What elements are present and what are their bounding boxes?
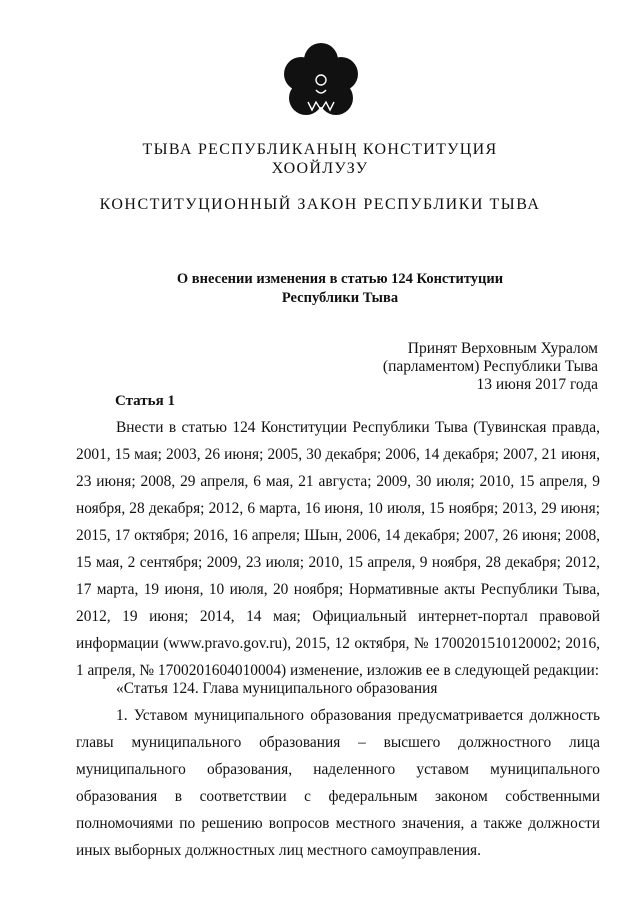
document-title-line-2: Республики Тыва [281, 290, 399, 306]
adoption-note [383, 340, 598, 394]
body-paragraph-2: «Статья 124. Глава муниципального образования [116, 680, 438, 697]
adoption-line-2: (парламентом) Республики Тыва [382, 358, 598, 375]
body-paragraph-2-block [76, 675, 600, 702]
document-title-line-1: О внесении изменения в статью 124 Конституции [176, 271, 504, 287]
header-line-1: ТЫВА РЕСПУБЛИКАНЫҢ КОНСТИТУЦИЯ [142, 141, 498, 158]
emblem-shape [284, 43, 358, 115]
body-paragraph-1-block [76, 414, 600, 684]
header-line-3: КОНСТИТУЦИОННЫЙ ЗАКОН РЕСПУБЛИКИ ТЫВА [99, 196, 541, 213]
body-paragraph-3-block [76, 702, 600, 864]
article-heading: Статья 1 [115, 393, 175, 409]
adoption-line-1: Принят Верховным Хуралом [407, 340, 598, 357]
body-paragraph-1: Внести в статью 124 Конституции Республики Тыва (Тувинская правда, 2001, 15 мая; 2003, 26 июня; 2005, 30 декабря; 2006, 14 декабря; 2007, 21 июня, 23 июня; 2008, 29 апреля, 6 мая, 21 августа; 2009, 30 июля; 2010, 15 апреля, 9 ноября, 28 декабря; 2012, 6 марта, 16 июня, 10 июля, 15 ноября; 2013, 29 июня; 2015, 17 октября; 2016, 16 апреля; Шын, 2006, 14 декабря; 2007, 26 июня; 2008, 15 мая, 2 сентября; 2009, 23 июля; 2010, 15 апреля, 9 ноября, 28 декабря; 2012, 17 марта, 19 июня, 10 июля, 20 ноября; Нормативные акты Республики Тыва, 2012, 19 июня; 2014, 14 мая; Официальный интернет-портал правовой информации (www.pravo.gov.ru), 2015, 12 октября, № 1700201510120002; 2016, 1 апреля, № 1700201604010004) изменение, изложив ее в следующей редакции: [76, 419, 600, 679]
body-paragraph-3: 1. Уставом муниципального образования предусматривается должность главы муниципального образования – высшего должностного лица муниципального образования, наделенного уставом муниципального образования в соответствии с федеральным законом собственными полномочиями по решению вопросов местного значения, а также должности иных выборных должностных лиц местного самоуправления. [76, 707, 600, 859]
coat-of-arms-emblem [278, 40, 364, 126]
header-line-2: ХООЙЛУЗУ [271, 160, 369, 177]
adoption-date: 13 июня 2017 года [476, 376, 598, 393]
